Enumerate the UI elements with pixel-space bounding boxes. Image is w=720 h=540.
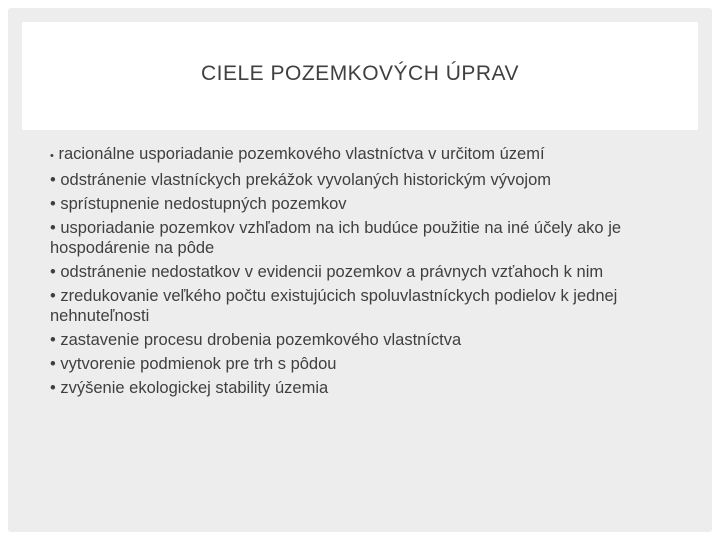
bullet-text: odstránenie vlastníckych prekážok vyvolaných historickým vývojom [60, 171, 551, 189]
bullet-item-3 [50, 194, 690, 214]
bullet-marker: • [50, 379, 56, 397]
slide-background [8, 8, 712, 532]
bullet-text: vytvorenie podmienok pre trh s pôdou [60, 355, 337, 373]
bullet-text: racionálne usporiadanie pozemkového vlastníctva v určitom území [58, 145, 545, 163]
bullet-text: zredukovanie veľkého počtu existujúcich spoluvlastníckych podielov k jednej nehnuteľnosti [50, 287, 618, 325]
bullet-marker: • [50, 219, 56, 237]
bullet-text: usporiadanie pozemkov vzhľadom na ich budúce použitie na iné účely ako je hospodárenie na pôde [50, 219, 622, 257]
bullet-item-8 [50, 354, 690, 374]
bullet-item-9 [50, 378, 690, 398]
bullet-marker: • [50, 355, 56, 373]
bullet-text: odstránenie nedostatkov v evidencii pozemkov a právnych vzťahoch k nim [60, 263, 604, 281]
bullet-text: sprístupnenie nedostupných pozemkov [60, 195, 347, 213]
bullet-item-1 [50, 144, 690, 166]
bullet-list [50, 144, 690, 402]
bullet-item-6 [50, 286, 690, 326]
bullet-item-2 [50, 170, 690, 190]
bullet-marker: • [50, 263, 56, 281]
bullet-item-7 [50, 330, 690, 350]
bullet-marker: • [50, 171, 56, 189]
bullet-item-5 [50, 262, 690, 282]
bullet-text: zvýšenie ekologickej stability územia [60, 379, 329, 397]
bullet-marker: • [50, 150, 54, 162]
bullet-text: zastavenie procesu drobenia pozemkového vlastníctva [60, 331, 462, 349]
title-box [22, 22, 698, 130]
bullet-marker: • [50, 331, 56, 349]
slide-title: CIELE POZEMKOVÝCH ÚPRAV [200, 62, 519, 85]
bullet-marker: • [50, 287, 56, 305]
bullet-marker: • [50, 195, 56, 213]
bullet-item-4 [50, 218, 690, 258]
